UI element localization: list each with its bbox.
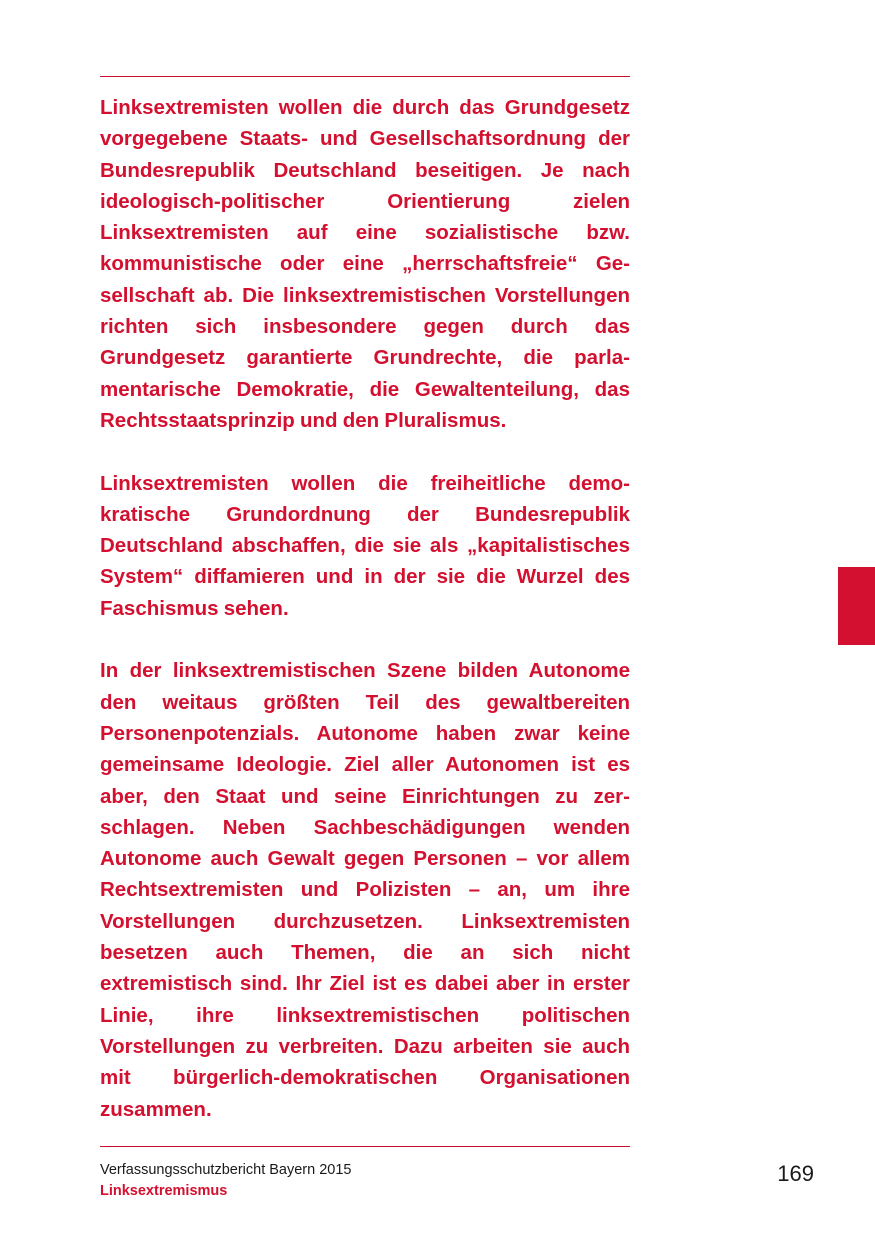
chapter-tab-marker	[838, 567, 875, 645]
paragraph-1: Linksextremisten wollen die durch das Grundgesetz vorgegebene Staats- und Gesellschaftsordnung der Bundesrepublik Deutschland beseitigen. Je nach ideologisch-politischer Orientierung zielen Linksextremisten auf eine sozialistische bzw. kommunistische oder eine „herrschaftsfreie“ Gesellschaft ab. Die linksextremistischen Vorstellungen richten sich insbesondere gegen durch das Grundgesetz garantierte Grundrechte, die parlamentarische Demokratie, die Gewaltenteilung, das Rechtsstaatsprinzip und den Pluralismus.	[100, 96, 630, 432]
paragraph-2: Linksextremisten wollen die freiheitliche demokratische Grundordnung der Bundesrepublik Deutschland abschaffen, die sie als „kapitalistisches System“ diffamieren und in der sie die Wurzel des Faschismus sehen.	[100, 471, 630, 620]
main-text-block	[100, 92, 630, 1125]
footer-publication-title: Verfassungsschutzbericht Bayern 2015	[100, 1162, 352, 1178]
bottom-divider	[100, 1146, 630, 1147]
top-divider	[100, 76, 630, 77]
paragraph-3: In der linksextremistischen Szene bilden Autonome den weitaus größten Teil des gewaltbereiten Personenpotenzials. Autonome haben zwar keine gemeinsame Ideologie. Ziel aller Autonomen ist es aber, den Staat und seine Einrichtungen zu zerschlagen. Neben Sachbeschädigungen wenden Autonome auch Gewalt gegen Personen – vor allem Rechtsextremisten und Polizisten – an, um ihre Vorstellungen durchzusetzen. Linksextremisten besetzen auch Themen, die an sich nicht extremistisch sind. Ihr Ziel ist es dabei aber in erster Linie, ihre linksextremistischen politischen Vorstellungen zu verbreiten. Dazu arbeiten sie auch mit bürgerlich-demokratischen Organisationen zusammen.	[100, 659, 630, 1121]
page-number: 169	[777, 1161, 814, 1186]
footer-section-name: Linksextremismus	[100, 1183, 228, 1199]
